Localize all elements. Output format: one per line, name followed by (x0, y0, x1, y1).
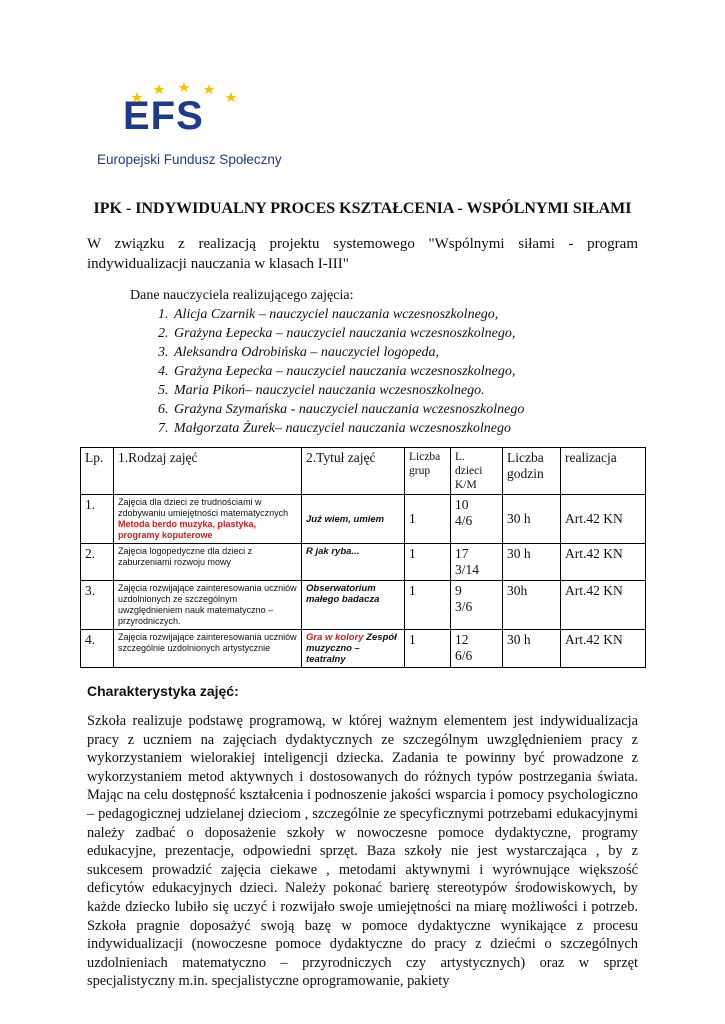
header-godzin (503, 448, 561, 495)
table-row (81, 495, 646, 544)
row-dzieci-km: 6/6 (455, 648, 473, 663)
table-header-row (81, 448, 646, 495)
classes-table (80, 447, 646, 668)
header-dzieci-l1: L. (455, 451, 465, 463)
row-lp: 3. (81, 581, 114, 630)
row-grup: 1 (405, 581, 451, 630)
teacher-item: 3. Aleksandra Odrobińska – nauczyciel logopeda, (172, 343, 632, 362)
row-godzin: 30 h (503, 630, 561, 668)
row-dzieci-total: 9 (455, 583, 462, 598)
row-realizacja: Art.42 KN (561, 581, 646, 630)
row-rodzaj-method: Metoda berdo muzyka, plastyka, programy koputerowe (118, 519, 257, 540)
row-rodzaj-text: Zajęcia dla dzieci ze trudnościami w zdobywaniu umiejętności matematycznych (118, 497, 289, 518)
row-dzieci (451, 544, 503, 581)
row-dzieci-total: 17 (455, 546, 469, 561)
row-rodzaj (114, 495, 302, 544)
logo-wordmark: EFS (123, 94, 204, 138)
section-heading: Charakterystyka zajęć: (87, 683, 239, 699)
row-godzin: 30 h (503, 495, 561, 544)
header-dzieci (451, 448, 503, 495)
row-rodzaj: Zajęcia logopedyczne dla dzieci z zaburzeniami rozwoju mowy (114, 544, 302, 581)
header-grup-l2: grup (409, 465, 431, 477)
header-grup-l1: Liczba (409, 451, 441, 463)
row-dzieci-km: 3/6 (455, 599, 473, 614)
row-dzieci-km: 3/14 (455, 562, 480, 577)
teachers-list (132, 305, 632, 438)
teacher-item: 4. Grażyna Łepecka – nauczyciel nauczania wczesnoszkolnego, (172, 362, 632, 381)
logo-subtitle: Europejski Fundusz Społeczny (97, 152, 282, 167)
row-lp: 4. (81, 630, 114, 668)
efs-logo (87, 70, 282, 182)
row-tytul: R jak ryba... (302, 544, 405, 581)
document-title: IPK - INDYWIDUALNY PROCES KSZTAŁCENIA - WSPÓLNYMI SIŁAMI (93, 200, 632, 217)
row-dzieci-total: 10 (455, 497, 469, 512)
row-realizacja: Art.42 KN (561, 630, 646, 668)
row-realizacja: Art.42 KN (561, 495, 646, 544)
row-tytul: Już wiem, umiem (302, 495, 405, 544)
teacher-item: 1. Alicja Czarnik – nauczyciel nauczania wczesnoszkolnego, (172, 305, 632, 324)
row-realizacja: Art.42 KN (561, 544, 646, 581)
row-godzin: 30 h (503, 544, 561, 581)
header-grup (405, 448, 451, 495)
row-godzin: 30h (503, 581, 561, 630)
teacher-item: 5. Maria Pikoń– nauczyciel nauczania wczesnoszkolnego. (172, 381, 632, 400)
teacher-item: 7. Małgorzata Żurek– nauczyciel nauczania wczesnoszkolnego (172, 419, 632, 438)
header-rodzaj: 1.Rodzaj zajęć (114, 448, 302, 495)
header-godzin-l1: Liczba (507, 450, 544, 465)
header-dzieci-l3: K/M (455, 479, 477, 491)
row-grup: 1 (405, 544, 451, 581)
teachers-heading: Dane nauczyciela realizującego zajęcia: (130, 288, 354, 303)
table-row (81, 581, 646, 630)
header-tytul: 2.Tytuł zajęć (302, 448, 405, 495)
teacher-item: 6. Grażyna Szymańska - nauczyciel nauczania wczesnoszkolnego (172, 400, 632, 419)
row-lp: 2. (81, 544, 114, 581)
intro-paragraph: W związku z realizacją projektu systemowego "Wspólnymi siłami - program indywidualizacji nauczania w klasach I-III" (87, 236, 638, 272)
row-tytul-red: Gra w kolory (306, 632, 364, 643)
row-dzieci-total: 12 (455, 632, 469, 647)
row-dzieci (451, 581, 503, 630)
row-dzieci (451, 495, 503, 544)
row-dzieci-km: 4/6 (455, 513, 473, 528)
row-tytul: Obserwatorium małego badacza (302, 581, 405, 630)
row-rodzaj: Zajęcia rozwijające zainteresowania uczniów uzdolnionych ze szczególnym uwzględnieniem nauk matematyczno – przyrodniczych. (114, 581, 302, 630)
header-dzieci-l2: dzieci (455, 465, 483, 477)
table-row (81, 544, 646, 581)
row-grup: 1 (405, 495, 451, 544)
row-tytul-rest: Zespół muzyczno – teatralny (306, 632, 397, 665)
header-lp: Lp. (81, 448, 114, 495)
table-row (81, 630, 646, 668)
header-godzin-l2: godzin (507, 466, 544, 481)
teacher-item: 2. Grażyna Łepecka – nauczyciel nauczania wczesnoszkolnego, (172, 324, 632, 343)
row-lp: 1. (81, 495, 114, 544)
row-tytul (302, 630, 405, 668)
row-rodzaj: Zajęcia rozwijające zainteresowania uczniów szczególnie uzdolnionych artystycznie (114, 630, 302, 668)
row-grup: 1 (405, 630, 451, 668)
row-dzieci (451, 630, 503, 668)
header-realizacja: realizacja (561, 448, 646, 495)
body-paragraph: Szkoła realizuje podstawę programową, w której ważnym elementem jest indywidualizacja pracy z uczniem na zajęciach dydaktycznych ze szczególnym uwzględnieniem pracy z wykorzystaniem wielorakiej inteligencji dziecka. Zadania te powinny być prowadzone z wykorzystaniem metod aktywnych i dostosowanych do różnych typów postrzegania świata. Mając na celu dostępność kształcenia i podnoszenie jakości wsparcia i pomocy psychologiczno – pedagogicznej udzielanej dzieciom , szczególnie ze specyficznymi potrzebami edukacyjnymi należy zadbać o doposażenie szkoły w nowoczesne pomoce dydaktyczne, programy edukacyjne, prezentacje, odpowiedni sprzęt. Baza szkoły nie jest wystarczająca , by z sukcesem prowadzić zajęcia ciekawe , metodami aktywnymi i wyrównujące większość deficytów edukacyjnych dzieci. Należy pokonać barierę stereotypów środowiskowych, by każde dziecko lubiło się uczyć i rozwijało swoje umiejętności na miarę możliwości i potrzeb. Szkoła pragnie doposażyć swoją bazę w pomoce dydaktyczne wynikające z procesu indywidualizacji (nowoczesne pomoce dydaktyczne do pracy z dziećmi o szczególnych uzdolnieniach matematyczno – przyrodniczych czy artystycznych) oraz w sprzęt specjalistyczny m.in. specjalistyczne oprogramowanie, pakiety (87, 713, 638, 990)
